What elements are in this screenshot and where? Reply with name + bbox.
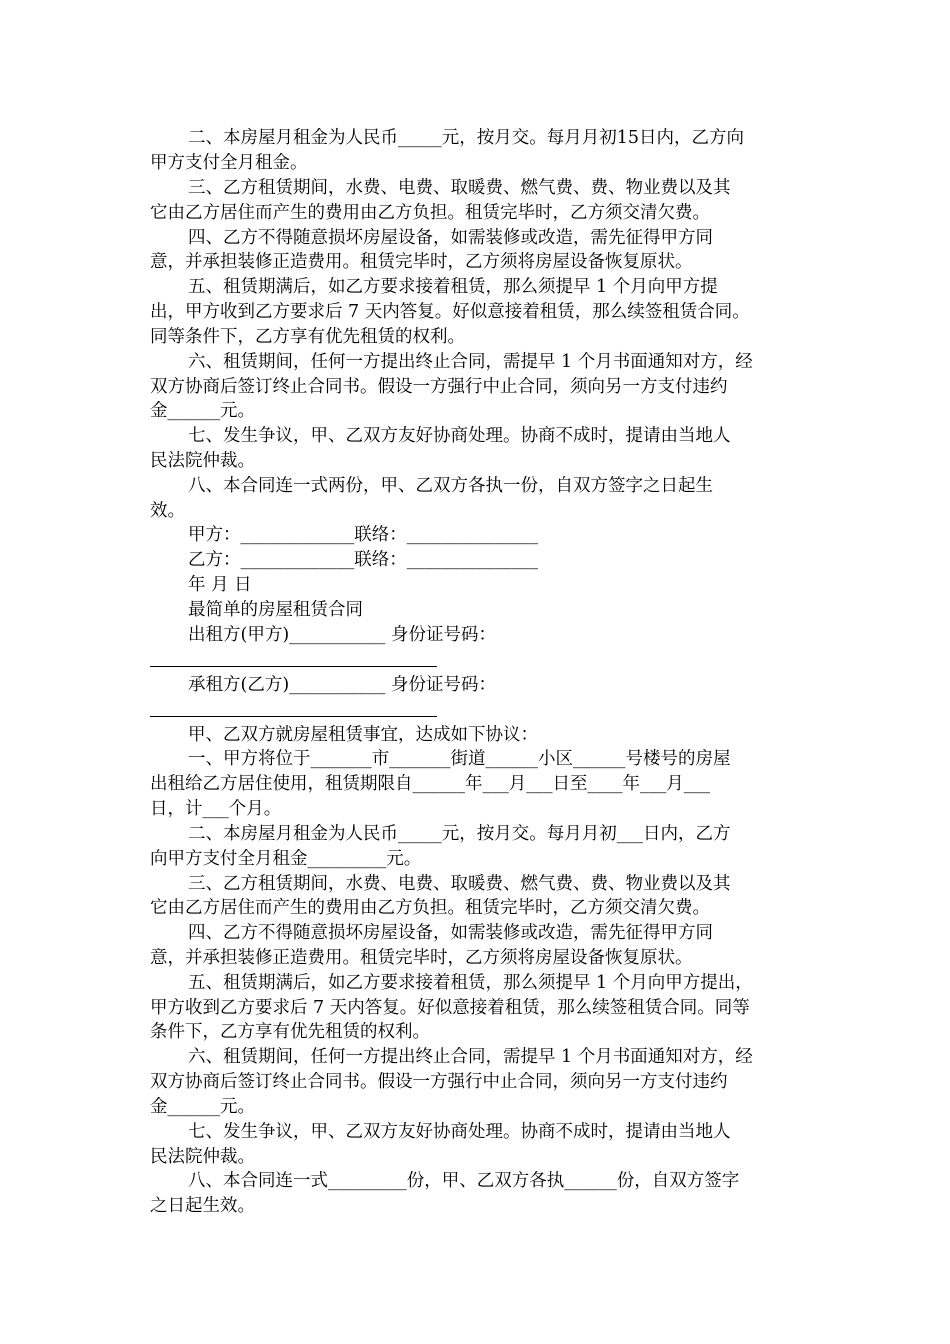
paragraph-line: 效。 xyxy=(150,501,185,521)
paragraph-line: 二、本房屋月租金为人民币_____元，按月交。每月月初___日内，乙方 xyxy=(188,824,731,844)
paragraph-line: 同等条件下，乙方享有优先租赁的权利。 xyxy=(150,327,465,347)
paragraph-line: 八、本合同连一式_________份，甲、乙双方各执______份，自双方签字 xyxy=(188,1171,740,1191)
paragraph-line: 日，计___个月。 xyxy=(150,799,282,819)
paragraph-line: 民法院仲裁。 xyxy=(150,1147,255,1167)
paragraph-line: 八、本合同连一式两份，甲、乙双方各执一份，自双方签字之日起生 xyxy=(188,476,713,496)
paragraph-line: 四、乙方不得随意损坏房屋设备，如需装修或改造，需先征得甲方同 xyxy=(188,923,713,943)
paragraph-line: 民法院仲裁。 xyxy=(150,451,255,471)
paragraph-line: 五、租赁期满后，如乙方要求接着租赁，那么须提早 1 个月向甲方提出， xyxy=(188,973,753,993)
paragraph-line: 三、乙方租赁期间，水费、电费、取暖费、燃气费、费、物业费以及其 xyxy=(188,178,731,198)
paragraph-line: 四、乙方不得随意损坏房屋设备，如需装修或改造，需先征得甲方同 xyxy=(188,228,713,248)
paragraph-line: 向甲方支付全月租金_________元。 xyxy=(150,849,422,869)
paragraph-line: 二、本房屋月租金为人民币_____元，按月交。每月月初15日内，乙方向 xyxy=(188,128,745,148)
paragraph-line: 一、甲方将位于_______市_______街道______小区______号楼号的房屋 xyxy=(188,749,731,769)
paragraph-line: 双方协商后签订终止合同书。假设一方强行中止合同，须向另一方支付违约 xyxy=(150,377,728,397)
lessee-line: 承租方(乙方)___________ 身份证号码： xyxy=(188,675,496,695)
paragraph-line: 之日起生效。 xyxy=(150,1196,255,1216)
paragraph-line: 条件下，乙方享有优先租赁的权利。 xyxy=(150,1022,430,1042)
signature-line-party-b: 乙方：_____________联络：_______________ xyxy=(188,550,538,570)
paragraph-line: 甲、乙双方就房屋租赁事宜，达成如下协议： xyxy=(188,725,538,745)
paragraph-line: 五、租赁期满后，如乙方要求接着租赁，那么须提早 1 个月向甲方提 xyxy=(188,277,718,297)
paragraph-line: 七、发生争议，甲、乙双方友好协商处理。协商不成时，提请由当地人 xyxy=(188,426,731,446)
paragraph-line: 意，并承担装修正造费用。租赁完毕时，乙方须将房屋设备恢复原状。 xyxy=(150,948,693,968)
contract-title: 最简单的房屋租赁合同 xyxy=(188,600,363,620)
paragraph-line: 六、租赁期间，任何一方提出终止合同，需提早 1 个月书面通知对方，经 xyxy=(188,352,753,372)
lessor-line: 出租方(甲方)___________ 身份证号码： xyxy=(188,625,496,645)
paragraph-line: 七、发生争议，甲、乙双方友好协商处理。协商不成时，提请由当地人 xyxy=(188,1122,731,1142)
paragraph-line: 出，甲方收到乙方要求后 7 天内答复。好似意接着租赁，那么续签租赁合同。 xyxy=(150,302,750,322)
paragraph-line: 它由乙方居住而产生的费用由乙方负担。租赁完毕时，乙方须交清欠费。 xyxy=(150,898,710,918)
date-line: 年 月 日 xyxy=(188,575,252,595)
signature-line-party-a: 甲方：_____________联络：_______________ xyxy=(188,525,538,545)
paragraph-line: 意，并承担装修正造费用。租赁完毕时，乙方须将房屋设备恢复原状。 xyxy=(150,252,693,272)
paragraph-line: 双方协商后签订终止合同书。假设一方强行中止合同，须向另一方支付违约 xyxy=(150,1072,728,1092)
paragraph-line: 它由乙方居住而产生的费用由乙方负担。租赁完毕时，乙方须交清欠费。 xyxy=(150,203,710,223)
paragraph-line: 三、乙方租赁期间，水费、电费、取暖费、燃气费、费、物业费以及其 xyxy=(188,874,731,894)
paragraph-line: 金______元。 xyxy=(150,1097,255,1117)
blank-rule xyxy=(150,666,437,667)
paragraph-line: 金______元。 xyxy=(150,401,255,421)
blank-rule xyxy=(150,716,437,717)
paragraph-line: 甲方收到乙方要求后 7 天内答复。好似意接着租赁，那么续签租赁合同。同等 xyxy=(150,998,750,1018)
paragraph-line: 出租给乙方居住使用，租赁期限自______年___月___日至____年___月___ xyxy=(150,774,710,794)
paragraph-line: 六、租赁期间，任何一方提出终止合同，需提早 1 个月书面通知对方，经 xyxy=(188,1047,753,1067)
paragraph-line: 甲方支付全月租金。 xyxy=(150,153,308,173)
